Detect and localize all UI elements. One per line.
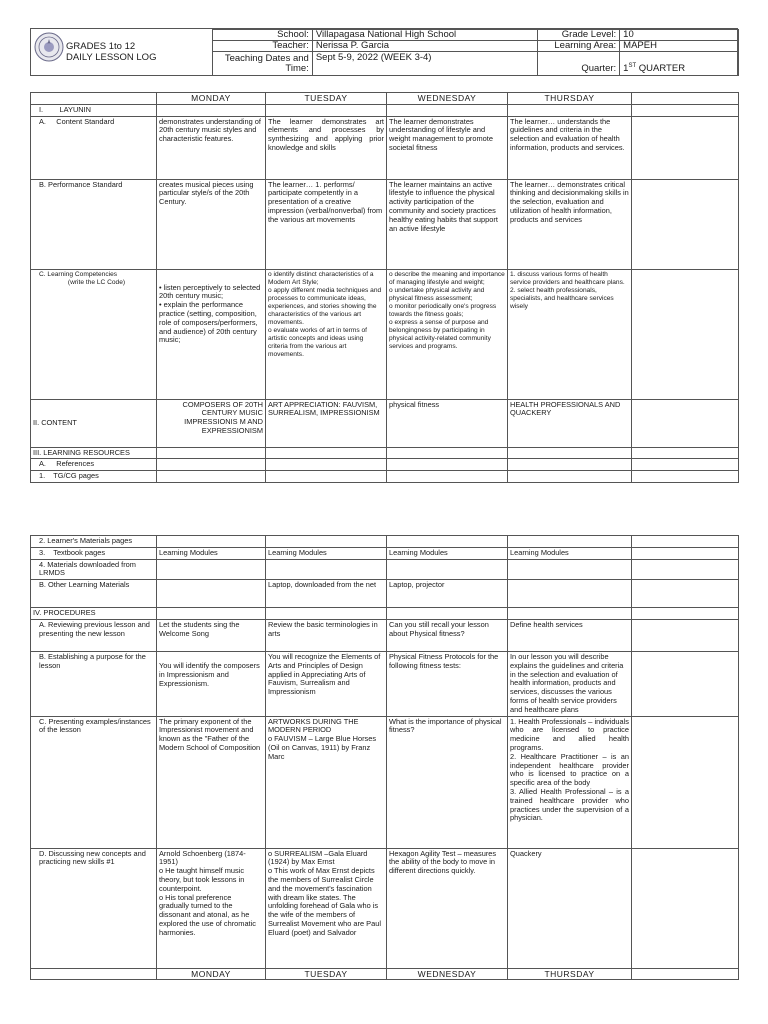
textbook-label: 3. Textbook pages <box>31 547 157 559</box>
area-label: Learning Area: <box>538 41 620 52</box>
content-label: II. CONTENT <box>31 399 157 447</box>
performance-standard-tuesday: The learner… 1. performs/ participate competently in a presentation of a creative impression (verbal/nonverbal) from the various art movements <box>266 179 387 269</box>
lesson-log-table-page1 <box>30 92 739 483</box>
table-row-layunin <box>31 104 739 116</box>
table-row-examples <box>31 716 739 848</box>
learning-resources-label: III. LEARNING RESOURCES <box>31 447 157 459</box>
quarter-value <box>620 52 739 76</box>
tg-pages-label: 1. TG/CG pages <box>31 471 157 483</box>
review-tuesday: Review the basic terminologies in arts <box>266 619 387 651</box>
table-row-references <box>31 459 739 471</box>
table-row-purpose <box>31 651 739 716</box>
day-monday: MONDAY <box>157 93 266 105</box>
teacher-label: Teacher: <box>213 41 313 52</box>
procedures-label: IV. PROCEDURES <box>31 608 157 620</box>
purpose-label: B. Establishing a purpose for the lesson <box>31 651 157 716</box>
performance-standard-label: B. Performance Standard <box>31 179 157 269</box>
discussing-monday: Arnold Schoenberg (1874-1951) o He taught himself music theory, but took lessons in counterpoint. o His tonal preference gradually turned to the dissonant and atonal, as he explored the use of chromatic harmonies. <box>157 848 266 968</box>
day-header-row <box>31 93 739 105</box>
lrmds-label: 4. Materials downloaded from LRMDS <box>31 559 157 580</box>
table-row-procedures <box>31 608 739 620</box>
examples-wednesday: What is the importance of physical fitness? <box>387 716 508 848</box>
day-tuesday: TUESDAY <box>266 93 387 105</box>
table-row-other-materials <box>31 580 739 608</box>
dates-label <box>213 52 313 76</box>
footer-day-tuesday: TUESDAY <box>266 968 387 980</box>
school-label: School: <box>213 30 313 41</box>
quarter-sup: ST <box>628 62 637 69</box>
dates-label-line2: Time: <box>285 62 309 74</box>
content-standard-tuesday: The learner demonstrates art elements and processes by synthesizing and applying prior knowledge and skills <box>266 116 387 179</box>
discussing-thursday: Quackery <box>508 848 632 968</box>
competencies-thursday: 1. discuss various forms of health service providers and healthcare plans. 2. select health professionals, specialists, and healthcare services wisely <box>508 269 632 399</box>
table-row-content <box>31 399 739 447</box>
day-header-blank <box>31 93 157 105</box>
layunin-label: I. LAYUNIN <box>31 104 157 116</box>
quarter-rest: QUARTER <box>636 63 686 74</box>
other-materials-tuesday: Laptop, downloaded from the net <box>266 580 387 608</box>
review-monday: Let the students sing the Welcome Song <box>157 619 266 651</box>
table-row-tg-pages <box>31 471 739 483</box>
purpose-wednesday: Physical Fitness Protocols for the following fitness tests: <box>387 651 508 716</box>
table-row-lm-pages <box>31 536 739 548</box>
references-label: A. References <box>31 459 157 471</box>
deped-seal-logo <box>34 32 64 62</box>
examples-tuesday: ARTWORKS DURING THE MODERN PERIOD o FAUVISM – Large Blue Horses (Oil on Canvas, 1911) by Franz Marc <box>266 716 387 848</box>
textbook-thursday: Learning Modules <box>508 547 632 559</box>
competencies-monday: • listen perceptively to selected 20th century music; • explain the performance practice (setting, composition, role of composers/performers, and audience) of 20th century music; <box>157 269 266 399</box>
form-title-line1: GRADES 1to 12 <box>66 41 136 52</box>
discussing-tuesday: o SURREALISM –Gala Eluard (1924) by Max Ernst o This work of Max Ernst depicts the members of Surrealist Circle and the movement's fascination with dream like states. The unfolding forehead of Gala who is the wife of the members of Surrealist Movement who are Paul Eluard (poet) and Salvador <box>266 848 387 968</box>
footer-day-thursday: THURSDAY <box>508 968 632 980</box>
discussing-label: D. Discussing new concepts and practicing new skills #1 <box>31 848 157 968</box>
performance-standard-monday: creates musical pieces using particular style/s of the 20th Century. <box>157 179 266 269</box>
lesson-log-table-page2 <box>30 535 739 980</box>
dates-value: Sept 5-9, 2022 (WEEK 3-4) <box>312 52 537 76</box>
examples-thursday: 1. Health Professionals – individuals who are licensed to practice medicine and allied health programs. 2. Healthcare Practitioner – is an independent healthcare provider who is licensed to practice on a specific area of the body 3. Allied Health Professional – is a trained healthcare provider who practices under the supervision of a physician. <box>508 716 632 848</box>
table-row-performance-standard <box>31 179 739 269</box>
content-standard-wednesday: The learner demonstrates understanding of lifestyle and weight management to promote societal fitness <box>387 116 508 179</box>
table-row-learning-resources <box>31 447 739 459</box>
header-info-table <box>212 29 739 76</box>
review-label: A. Reviewing previous lesson and presenting the new lesson <box>31 619 157 651</box>
performance-standard-thursday: The learner… demonstrates critical thinking and decisionmaking skills in the selection, evaluation and utilization of health information, products and services <box>508 179 632 269</box>
table-row-textbook <box>31 547 739 559</box>
purpose-thursday: In our lesson you will describe explains the guidelines and criteria in the selection and evaluation of health information, products and services, discusses the various forms of health service providers and healthcare plans <box>508 651 632 716</box>
content-monday: COMPOSERS OF 20TH CENTURY MUSIC IMPRESSIONIS M AND EXPRESSIONISM <box>157 399 266 447</box>
content-tuesday: ART APPRECIATION: FAUVISM, SURREALISM, IMPRESSIONISM <box>266 399 387 447</box>
content-thursday: HEALTH PROFESSIONALS AND QUACKERY <box>508 399 632 447</box>
grade-label: Grade Level: <box>538 30 620 41</box>
table-row-competencies <box>31 269 739 399</box>
review-wednesday: Can you still recall your lesson about Physical fitness? <box>387 619 508 651</box>
content-standard-label: A. Content Standard <box>31 116 157 179</box>
examples-monday: The primary exponent of the Impressionist movement and known as the "Father of the Modern School of Composition <box>157 716 266 848</box>
content-standard-monday: demonstrates understanding of 20th century music styles and characteristic features. <box>157 116 266 179</box>
examples-label: C. Presenting examples/instances of the lesson <box>31 716 157 848</box>
competencies-label-line2: (write the LC Code) <box>67 278 126 286</box>
quarter-num: 1 <box>623 63 629 74</box>
other-materials-label: B. Other Learning Materials <box>31 580 157 608</box>
lm-pages-label: 2. Learner's Materials pages <box>31 536 157 548</box>
teacher-value: Nerissa P. Garcia <box>312 41 537 52</box>
textbook-tuesday: Learning Modules <box>266 547 387 559</box>
other-materials-wednesday: Laptop, projector <box>387 580 508 608</box>
purpose-monday: You will identify the composers in Impressionism and Expressionism. <box>157 651 266 716</box>
day-thursday: THURSDAY <box>508 93 632 105</box>
table-row-lrmds <box>31 559 739 580</box>
lesson-log-header <box>30 28 738 76</box>
table-row-discussing <box>31 848 739 968</box>
content-wednesday: physical fitness <box>387 399 508 447</box>
competencies-label-line1: C. Learning Competencies <box>39 270 118 278</box>
school-value: Villapagasa National High School <box>312 30 537 41</box>
competencies-tuesday: o identify distinct characteristics of a Modern Art Style; o apply different media techniques and processes to communicate ideas, experiences, and stories showing the characteristics of the various art movements. o evaluate works of art in terms of artistic concepts and ideas using criteria from the various art movements. <box>266 269 387 399</box>
area-value: MAPEH <box>620 41 739 52</box>
footer-day-monday: MONDAY <box>157 968 266 980</box>
purpose-tuesday: You will recognize the Elements of Arts and Principles of Design applied in Appreciating Arts of Fauvism, Surrealism and Impressionism <box>266 651 387 716</box>
day-footer-row <box>31 968 739 980</box>
table-row-review <box>31 619 739 651</box>
quarter-label: Quarter: <box>538 52 620 76</box>
dates-label-line1: Teaching Dates and <box>224 52 309 64</box>
content-standard-thursday: The learner… understands the guidelines and criteria in the selection and evaluation of health information, products and services. <box>508 116 632 179</box>
competencies-wednesday: o describe the meaning and importance of managing lifestyle and weight; o undertake physical activity and physical fitness assessment; o monitor periodically one's progress towards the fitness goals; o express a sense of purpose and belongingness by participating in physical activity-related community services and programs. <box>387 269 508 399</box>
discussing-wednesday: Hexagon Agility Test – measures the ability of the body to move in different directions quickly. <box>387 848 508 968</box>
day-wednesday: WEDNESDAY <box>387 93 508 105</box>
day-friday-blank <box>632 93 739 105</box>
footer-day-wednesday: WEDNESDAY <box>387 968 508 980</box>
textbook-monday: Learning Modules <box>157 547 266 559</box>
grade-value: 10 <box>620 30 739 41</box>
form-title <box>66 41 156 63</box>
competencies-label <box>31 269 157 399</box>
table-row-content-standard <box>31 116 739 179</box>
textbook-wednesday: Learning Modules <box>387 547 508 559</box>
review-thursday: Define health services <box>508 619 632 651</box>
form-title-line2: DAILY LESSON LOG <box>66 52 157 63</box>
performance-standard-wednesday: The learner maintains an active lifestyle to influence the physical activity participation of the community and society practices healthy eating habits that support an active lifestyle <box>387 179 508 269</box>
